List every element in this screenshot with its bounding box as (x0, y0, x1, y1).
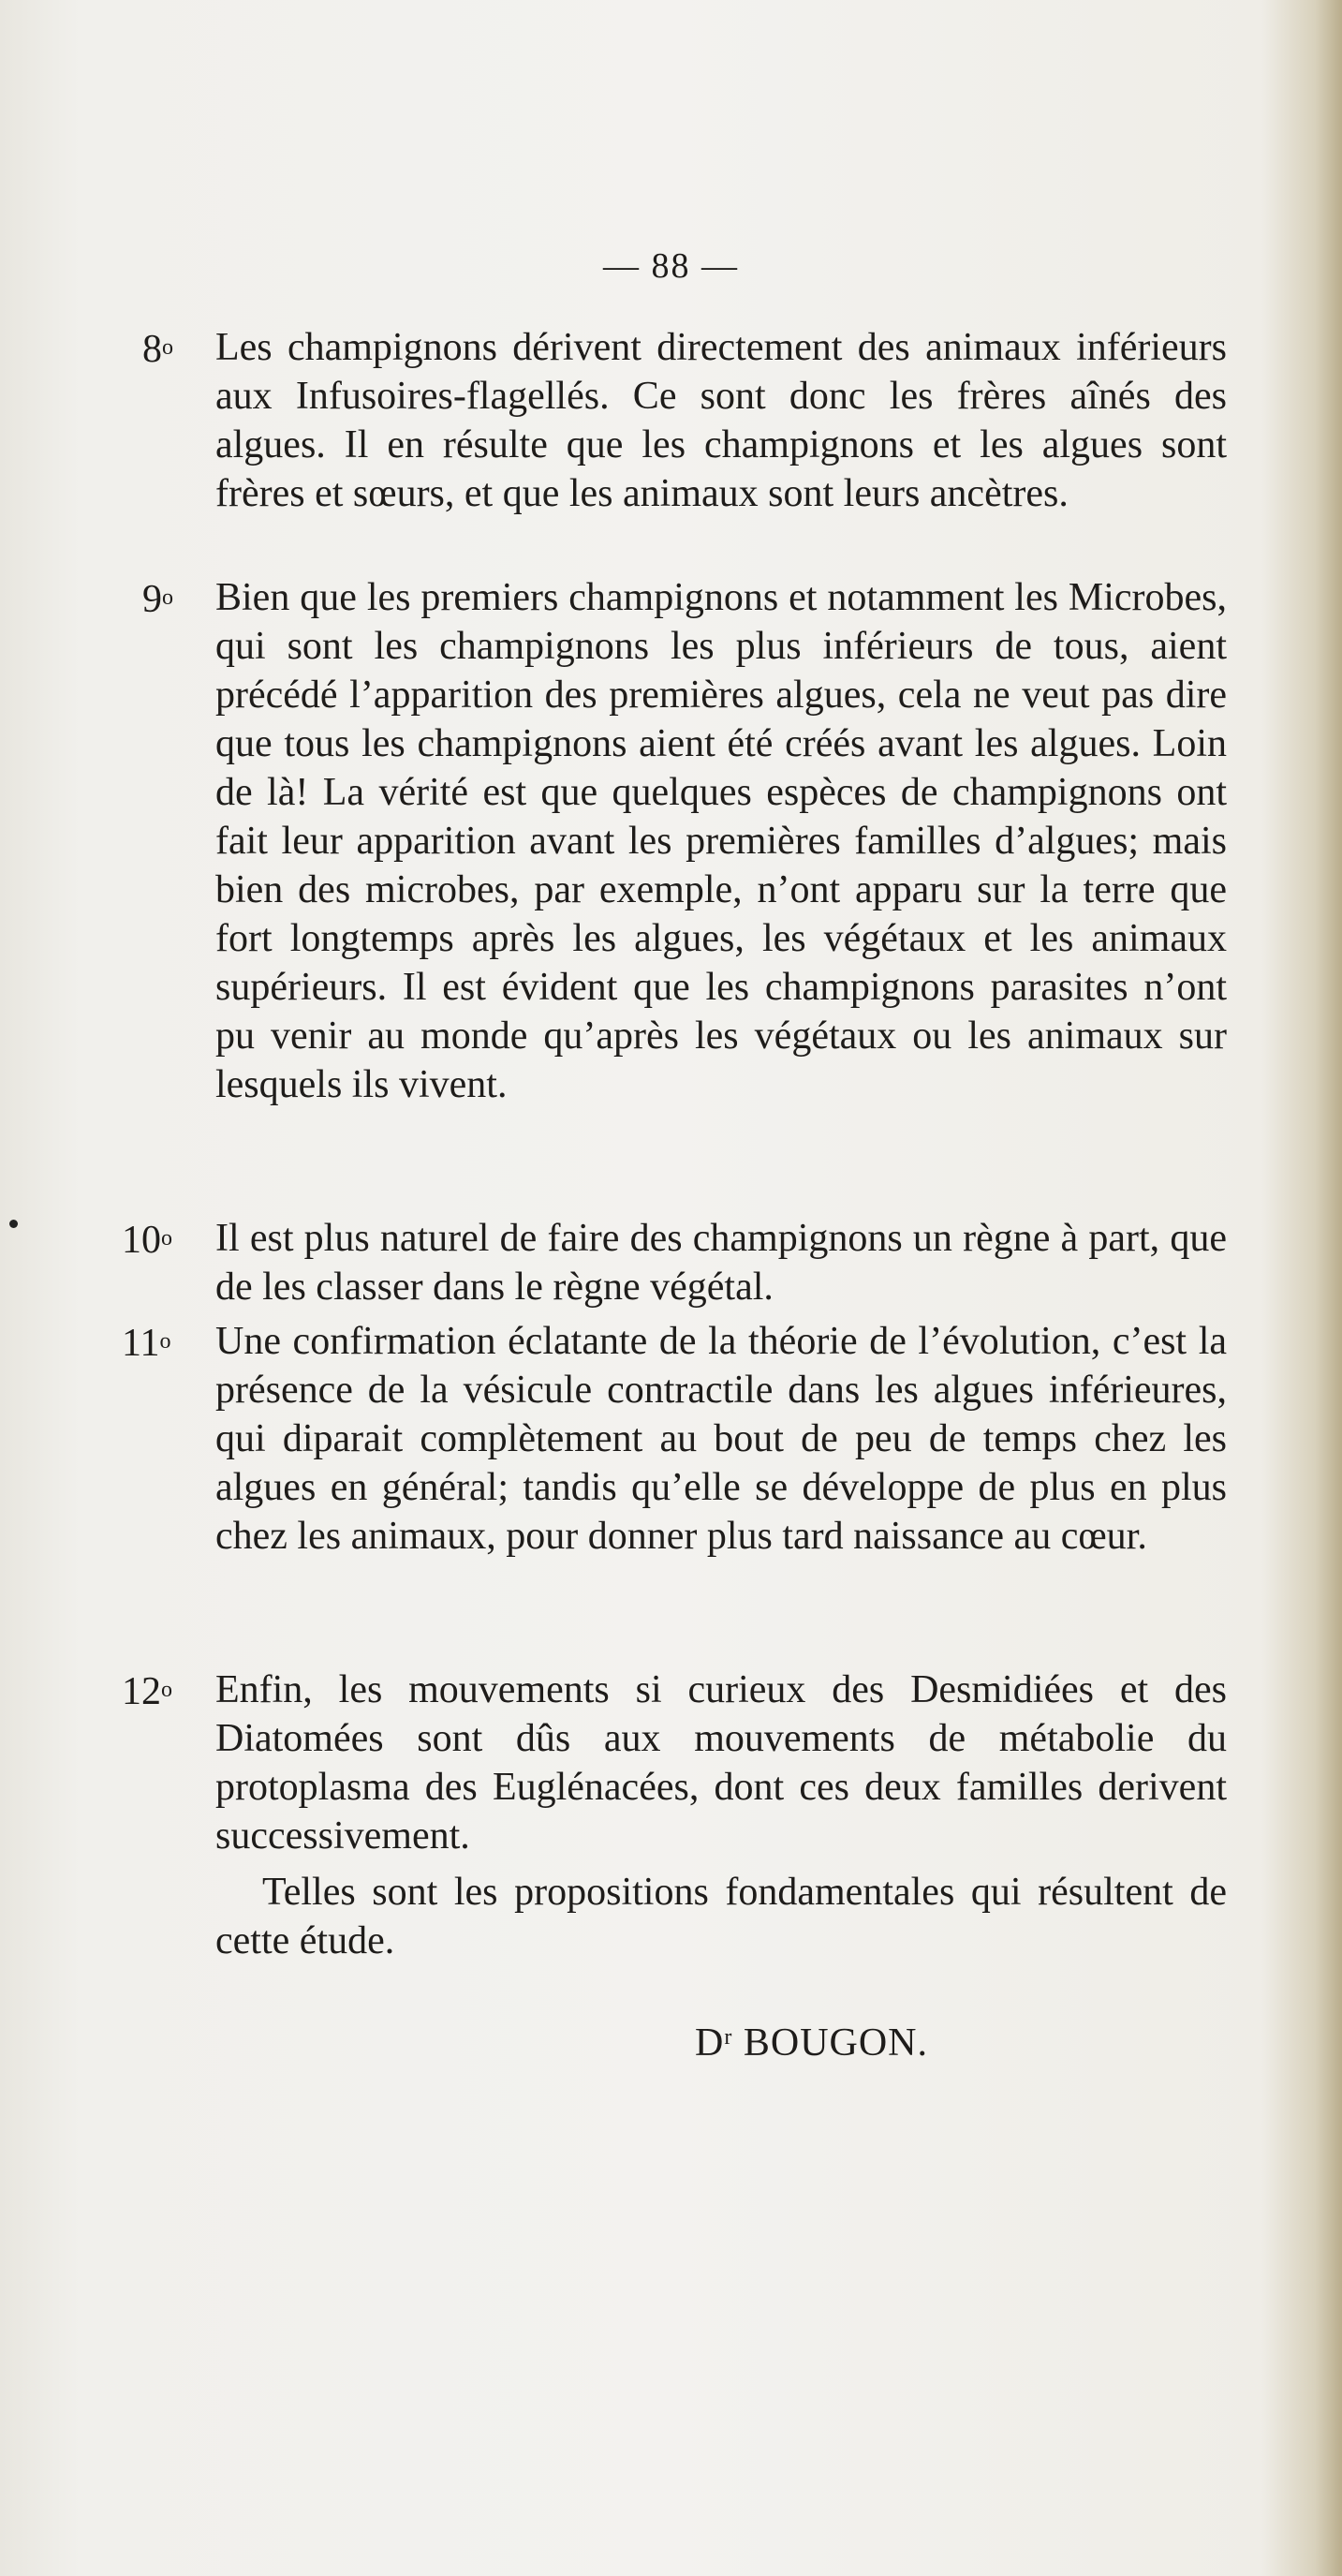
author-signature (695, 2021, 928, 2065)
closing-text: Telles sont les propositions fondamentales qui résultent de cette étude. (215, 1871, 1227, 1962)
proposition-9 (122, 573, 1227, 1207)
proposition-text: Bien que les premiers champignons et notamment les Microbes, qui sont les champignons les plus inférieurs de tous, aient précédé l’apparition des premières algues, cela ne veut pas dire que tous les champignons aient été créés avant les algues. Loin de là! La vérité est que quelques espèces de champignons ont fait leur apparition avant les premières familles d’algues; mais bien des microbes, par exemple, n’ont apparu sur la terre que fort longtemps après les algues, les végétaux et les animaux supérieurs. Il est évident que les champignons parasites n’ont pu venir au monde qu’après les végétaux ou les animaux sur lesquels ils vivent. (215, 576, 1227, 1106)
ink-speck (9, 1220, 18, 1228)
proposition-text: Enfin, les mouvements si curieux des Desmidiées et des Diatomées sont dûs aux mouvements de métabolie du protoplasma des Euglénacées, dont ces deux familles derivent successivement. (215, 1668, 1227, 1858)
signature-name: BOUGON. (743, 2021, 929, 2065)
signature-title: D (695, 2021, 725, 2065)
proposition-11 (122, 1317, 1227, 1658)
proposition-10 (122, 1214, 1227, 1311)
proposition-number: 11$^o$ (122, 1322, 171, 1365)
proposition-number: 10$^o$ (122, 1219, 172, 1262)
proposition-text: Une confirmation éclatante de la théorie de l’évolution, c’est la présence de la vésicule contractile dans les algues inférieures, qui diparait complètement au bout de peu de temps chez les algues en général; tandis qu’elle se développe de plus en plus chez les animaux, pour donner plus tard naissance au cœur. (215, 1320, 1227, 1558)
proposition-8 (122, 323, 1227, 567)
signature-title-sup: r (724, 2025, 733, 2050)
proposition-number: 9$^o$ (142, 578, 173, 621)
proposition-text: Les champignons dérivent directement des animaux inférieurs aux Infusoires-flagellés. Ce sont donc les frères aînés des algues. Il en résulte que les champignons et les algues sont frères et sœurs, et que les animaux sont leurs ancètres. (215, 326, 1227, 515)
proposition-12 (122, 1666, 1227, 1860)
proposition-number: 12$^o$ (122, 1670, 172, 1713)
closing-paragraph (215, 1868, 1227, 1965)
proposition-text: Il est plus naturel de faire des champignons un règne à part, que de les classer dans le règne végétal. (215, 1217, 1227, 1309)
page-number: — 88 — (603, 246, 739, 286)
proposition-number: 8$^o$ (142, 328, 173, 371)
